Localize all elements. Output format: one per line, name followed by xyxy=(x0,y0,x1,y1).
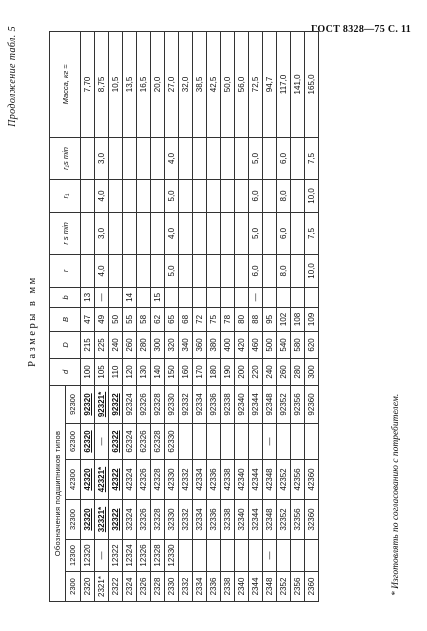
cell-r xyxy=(81,254,95,287)
col-header-42300: 42300 xyxy=(65,460,81,500)
cell-r1s: 5,0 xyxy=(249,137,263,179)
cell-c4: — xyxy=(95,424,109,460)
cell-rs xyxy=(193,212,207,254)
cell-r1s xyxy=(221,137,235,179)
cell-c0: 2360 xyxy=(305,572,319,602)
cell-r1 xyxy=(137,179,151,212)
cell-d: 130 xyxy=(137,358,151,385)
cell-b: 13 xyxy=(81,287,95,307)
cell-c5: 92344 xyxy=(249,385,263,423)
cell-d: 200 xyxy=(235,358,249,385)
cell-c3: 42332 xyxy=(179,460,193,500)
table-row xyxy=(277,31,291,601)
table-row xyxy=(249,31,263,601)
cell-c1 xyxy=(179,540,193,572)
col-header-rs: r s min xyxy=(50,212,81,254)
cell-r1 xyxy=(179,179,193,212)
cell-B: 95 xyxy=(263,307,277,331)
cell-c0: 2328 xyxy=(151,572,165,602)
cell-c1 xyxy=(277,540,291,572)
section-title: Размеры в мм xyxy=(27,275,38,367)
cell-c2: 32348 xyxy=(263,500,277,540)
cell-r1s: 6,0 xyxy=(277,137,291,179)
cell-d: 105 xyxy=(95,358,109,385)
cell-b xyxy=(277,287,291,307)
table-row xyxy=(81,31,95,601)
cell-b xyxy=(291,287,305,307)
cell-c1: 12322 xyxy=(109,540,123,572)
cell-c3: 42344 xyxy=(249,460,263,500)
cell-r xyxy=(221,254,235,287)
table-row xyxy=(193,31,207,601)
cell-b: 14 xyxy=(123,287,137,307)
cell-c3: 42360 xyxy=(305,460,319,500)
col-header-r1: r₁ xyxy=(50,179,81,212)
cell-c5: 92320 xyxy=(81,385,95,423)
cell-c5: 92326 xyxy=(137,385,151,423)
cell-c0: 2334 xyxy=(193,572,207,602)
cell-r1 xyxy=(221,179,235,212)
cell-c4: 62324 xyxy=(123,424,137,460)
cell-c2: 32356 xyxy=(291,500,305,540)
cell-c1: 12320 xyxy=(81,540,95,572)
cell-rs xyxy=(151,212,165,254)
cell-mass: 32,0 xyxy=(179,31,193,137)
cell-B: 50 xyxy=(109,307,123,331)
cell-r1 xyxy=(81,179,95,212)
cell-b xyxy=(235,287,249,307)
cell-D: 460 xyxy=(249,331,263,358)
cell-r1s: 7,5 xyxy=(305,137,319,179)
col-header-B: B xyxy=(50,307,81,331)
cell-D: 260 xyxy=(123,331,137,358)
cell-b: 15 xyxy=(151,287,165,307)
cell-r1s xyxy=(235,137,249,179)
cell-c2: 32322 xyxy=(109,500,123,540)
group-header: Обозначения подшипников типов xyxy=(50,385,66,601)
cell-r xyxy=(263,254,277,287)
cell-c3: 42328 xyxy=(151,460,165,500)
cell-c5: 92332 xyxy=(179,385,193,423)
cell-r: 10,0 xyxy=(305,254,319,287)
cell-B: 68 xyxy=(179,307,193,331)
cell-rs xyxy=(291,212,305,254)
cell-c1 xyxy=(305,540,319,572)
cell-r1: 4,0 xyxy=(95,179,109,212)
cell-c2: 32338 xyxy=(221,500,235,540)
cell-c5: 92360 xyxy=(305,385,319,423)
cell-b xyxy=(207,287,221,307)
cell-rs: 5,0 xyxy=(249,212,263,254)
cell-r1s xyxy=(151,137,165,179)
cell-c0: 2336 xyxy=(207,572,221,602)
cell-r1: 8,0 xyxy=(277,179,291,212)
cell-c2: 32324 xyxy=(123,500,137,540)
cell-c2: 32330 xyxy=(165,500,179,540)
cell-c0: 2338 xyxy=(221,572,235,602)
cell-c4 xyxy=(193,424,207,460)
cell-rs xyxy=(179,212,193,254)
cell-mass: 10,5 xyxy=(109,31,123,137)
col-header-62300: 62300 xyxy=(65,424,81,460)
cell-c2: 32332 xyxy=(179,500,193,540)
header-row-group xyxy=(50,31,66,601)
cell-c1 xyxy=(221,540,235,572)
cell-mass: 165,0 xyxy=(305,31,319,137)
cell-c1: — xyxy=(263,540,277,572)
cell-b: — xyxy=(95,287,109,307)
cell-r1 xyxy=(235,179,249,212)
cell-c0: 2344 xyxy=(249,572,263,602)
cell-mass: 20,0 xyxy=(151,31,165,137)
cell-r1 xyxy=(193,179,207,212)
cell-r xyxy=(291,254,305,287)
cell-c1: 12324 xyxy=(123,540,137,572)
cell-b xyxy=(305,287,319,307)
cell-d: 120 xyxy=(123,358,137,385)
cell-r1s xyxy=(207,137,221,179)
table-row xyxy=(137,31,151,601)
cell-c5: 92352 xyxy=(277,385,291,423)
cell-r1 xyxy=(123,179,137,212)
cell-c4: 62328 xyxy=(151,424,165,460)
cell-c4: 62322 xyxy=(109,424,123,460)
cell-c2: 32326 xyxy=(137,500,151,540)
footnote: * Изготовлять по согласованию с потребителем. xyxy=(391,393,401,596)
cell-d: 300 xyxy=(305,358,319,385)
cell-r xyxy=(109,254,123,287)
cell-d: 110 xyxy=(109,358,123,385)
cell-mass: 7,70 xyxy=(81,31,95,137)
cell-B: 80 xyxy=(235,307,249,331)
cell-r: 8,0 xyxy=(277,254,291,287)
cell-c4 xyxy=(305,424,319,460)
cell-B: 78 xyxy=(221,307,235,331)
cell-rs: 7,5 xyxy=(305,212,319,254)
cell-c5: 92336 xyxy=(207,385,221,423)
cell-c3: 42321* xyxy=(95,460,109,500)
table-body xyxy=(81,31,319,601)
cell-mass: 72,5 xyxy=(249,31,263,137)
cell-c1: 12330 xyxy=(165,540,179,572)
cell-c1: — xyxy=(95,540,109,572)
cell-D: 420 xyxy=(235,331,249,358)
cell-c1 xyxy=(249,540,263,572)
cell-c4 xyxy=(249,424,263,460)
table-row xyxy=(263,31,277,601)
cell-B: 62 xyxy=(151,307,165,331)
cell-c1: 12328 xyxy=(151,540,165,572)
cell-rs: 6,0 xyxy=(277,212,291,254)
cell-b: — xyxy=(249,287,263,307)
cell-c5: 92321* xyxy=(95,385,109,423)
cell-c1 xyxy=(291,540,305,572)
cell-D: 580 xyxy=(291,331,305,358)
cell-c5: 92324 xyxy=(123,385,137,423)
cell-D: 300 xyxy=(151,331,165,358)
cell-b xyxy=(193,287,207,307)
cell-d: 280 xyxy=(291,358,305,385)
cell-r: 5,0 xyxy=(165,254,179,287)
cell-c0: 2340 xyxy=(235,572,249,602)
cell-rs xyxy=(109,212,123,254)
cell-c4 xyxy=(179,424,193,460)
cell-r xyxy=(151,254,165,287)
cell-c5: 92322 xyxy=(109,385,123,423)
cell-D: 340 xyxy=(179,331,193,358)
cell-c4 xyxy=(277,424,291,460)
cell-r1 xyxy=(151,179,165,212)
col-header-r: r xyxy=(50,254,81,287)
table-caption: Продолжение табл. 5 xyxy=(7,26,18,127)
cell-mass: 141,0 xyxy=(291,31,305,137)
cell-D: 400 xyxy=(221,331,235,358)
cell-d: 240 xyxy=(263,358,277,385)
col-header-mass: Масса, кг ≈ xyxy=(50,31,81,137)
cell-mass: 42,5 xyxy=(207,31,221,137)
table-row xyxy=(207,31,221,601)
cell-r xyxy=(179,254,193,287)
cell-d: 170 xyxy=(193,358,207,385)
cell-c5: 92338 xyxy=(221,385,235,423)
cell-mass: 94,7 xyxy=(263,31,277,137)
cell-r1 xyxy=(263,179,277,212)
cell-c1 xyxy=(193,540,207,572)
cell-c2: 32360 xyxy=(305,500,319,540)
cell-c4: 62320 xyxy=(81,424,95,460)
table-row xyxy=(291,31,305,601)
cell-r1s xyxy=(81,137,95,179)
cell-d: 160 xyxy=(179,358,193,385)
cell-mass: 56,0 xyxy=(235,31,249,137)
cell-c4: — xyxy=(263,424,277,460)
cell-r1 xyxy=(109,179,123,212)
cell-c0: 2330 xyxy=(165,572,179,602)
cell-r1 xyxy=(291,179,305,212)
cell-rs xyxy=(263,212,277,254)
cell-r: 6,0 xyxy=(249,254,263,287)
cell-c4 xyxy=(291,424,305,460)
cell-b xyxy=(263,287,277,307)
col-header-12300: 12300 xyxy=(65,540,81,572)
cell-c2: 32340 xyxy=(235,500,249,540)
cell-D: 380 xyxy=(207,331,221,358)
cell-c1 xyxy=(235,540,249,572)
cell-D: 215 xyxy=(81,331,95,358)
cell-r1: 10,0 xyxy=(305,179,319,212)
cell-D: 320 xyxy=(165,331,179,358)
bearing-table xyxy=(49,31,319,602)
cell-rs: 3,0 xyxy=(95,212,109,254)
cell-c3: 42336 xyxy=(207,460,221,500)
cell-c3: 42348 xyxy=(263,460,277,500)
cell-c0: 2352 xyxy=(277,572,291,602)
cell-c0: 2326 xyxy=(137,572,151,602)
cell-c4 xyxy=(207,424,221,460)
cell-c3: 42340 xyxy=(235,460,249,500)
cell-mass: 27,0 xyxy=(165,31,179,137)
table-row xyxy=(179,31,193,601)
cell-rs xyxy=(221,212,235,254)
table-row xyxy=(235,31,249,601)
cell-c3: 42330 xyxy=(165,460,179,500)
cell-D: 225 xyxy=(95,331,109,358)
cell-D: 360 xyxy=(193,331,207,358)
table-row xyxy=(109,31,123,601)
cell-B: 65 xyxy=(165,307,179,331)
cell-c3: 42356 xyxy=(291,460,305,500)
cell-B: 49 xyxy=(95,307,109,331)
cell-r: 4,0 xyxy=(95,254,109,287)
cell-B: 102 xyxy=(277,307,291,331)
cell-mass: 8,75 xyxy=(95,31,109,137)
cell-c3: 42326 xyxy=(137,460,151,500)
cell-r1s xyxy=(263,137,277,179)
col-header-92300: 92300 xyxy=(65,385,81,423)
table-row xyxy=(305,31,319,601)
cell-r1s xyxy=(137,137,151,179)
cell-mass: 13,5 xyxy=(123,31,137,137)
cell-r1: 6,0 xyxy=(249,179,263,212)
cell-d: 150 xyxy=(165,358,179,385)
cell-r1s: 3,0 xyxy=(95,137,109,179)
cell-rs xyxy=(207,212,221,254)
cell-c5: 92340 xyxy=(235,385,249,423)
cell-c1 xyxy=(207,540,221,572)
cell-c5: 92330 xyxy=(165,385,179,423)
cell-c5: 92348 xyxy=(263,385,277,423)
cell-D: 540 xyxy=(277,331,291,358)
cell-rs xyxy=(235,212,249,254)
cell-b xyxy=(137,287,151,307)
cell-c0: 2324 xyxy=(123,572,137,602)
cell-d: 180 xyxy=(207,358,221,385)
cell-r1s xyxy=(109,137,123,179)
cell-rs: 4,0 xyxy=(165,212,179,254)
cell-d: 260 xyxy=(277,358,291,385)
table-row xyxy=(221,31,235,601)
cell-b xyxy=(179,287,193,307)
cell-r1s xyxy=(123,137,137,179)
cell-c3: 42322 xyxy=(109,460,123,500)
cell-B: 47 xyxy=(81,307,95,331)
cell-B: 58 xyxy=(137,307,151,331)
cell-c5: 92356 xyxy=(291,385,305,423)
cell-r xyxy=(207,254,221,287)
cell-b xyxy=(165,287,179,307)
cell-r1: 5,0 xyxy=(165,179,179,212)
cell-c1: 12326 xyxy=(137,540,151,572)
cell-D: 240 xyxy=(109,331,123,358)
cell-B: 72 xyxy=(193,307,207,331)
cell-B: 88 xyxy=(249,307,263,331)
cell-r1 xyxy=(207,179,221,212)
cell-c2: 32334 xyxy=(193,500,207,540)
cell-c3: 42334 xyxy=(193,460,207,500)
col-header-32300: 32300 xyxy=(65,500,81,540)
cell-c2: 32320 xyxy=(81,500,95,540)
cell-b xyxy=(221,287,235,307)
col-header-r1s: r₁s min xyxy=(50,137,81,179)
cell-r xyxy=(123,254,137,287)
cell-c2: 32344 xyxy=(249,500,263,540)
col-header-D: D xyxy=(50,331,81,358)
cell-c2: 32321* xyxy=(95,500,109,540)
cell-c4 xyxy=(235,424,249,460)
cell-c3: 42320 xyxy=(81,460,95,500)
cell-rs xyxy=(123,212,137,254)
cell-r1s xyxy=(193,137,207,179)
cell-r xyxy=(235,254,249,287)
col-header-2300: 2300 xyxy=(65,572,81,602)
cell-c0: 2348 xyxy=(263,572,277,602)
table-row xyxy=(165,31,179,601)
cell-c4: 62326 xyxy=(137,424,151,460)
rotated-sheet xyxy=(7,26,415,616)
cell-c2: 32336 xyxy=(207,500,221,540)
cell-D: 280 xyxy=(137,331,151,358)
cell-r xyxy=(137,254,151,287)
cell-c0: 2356 xyxy=(291,572,305,602)
cell-c0: 2322 xyxy=(109,572,123,602)
cell-mass: 16,5 xyxy=(137,31,151,137)
cell-B: 108 xyxy=(291,307,305,331)
cell-mass: 38,5 xyxy=(193,31,207,137)
cell-c4: 62330 xyxy=(165,424,179,460)
cell-r1s: 4,0 xyxy=(165,137,179,179)
col-header-b: b xyxy=(50,287,81,307)
cell-c0: 2320 xyxy=(81,572,95,602)
cell-mass: 117,0 xyxy=(277,31,291,137)
cell-c4 xyxy=(221,424,235,460)
cell-r1s xyxy=(291,137,305,179)
cell-c0: 2332 xyxy=(179,572,193,602)
cell-B: 55 xyxy=(123,307,137,331)
cell-c3: 42338 xyxy=(221,460,235,500)
cell-r1s xyxy=(179,137,193,179)
table-row xyxy=(151,31,165,601)
cell-b xyxy=(109,287,123,307)
cell-B: 75 xyxy=(207,307,221,331)
table-row xyxy=(95,31,109,601)
cell-d: 190 xyxy=(221,358,235,385)
cell-D: 500 xyxy=(263,331,277,358)
table-row xyxy=(123,31,137,601)
cell-c3: 42352 xyxy=(277,460,291,500)
cell-r xyxy=(193,254,207,287)
cell-B: 109 xyxy=(305,307,319,331)
cell-c5: 92334 xyxy=(193,385,207,423)
cell-mass: 50,0 xyxy=(221,31,235,137)
cell-c2: 32352 xyxy=(277,500,291,540)
page-header: ГОСТ 8328—75 С. 11 xyxy=(311,24,411,35)
cell-c0: 2321* xyxy=(95,572,109,602)
cell-d: 100 xyxy=(81,358,95,385)
cell-c3: 42324 xyxy=(123,460,137,500)
cell-c5: 92328 xyxy=(151,385,165,423)
cell-rs xyxy=(137,212,151,254)
cell-d: 220 xyxy=(249,358,263,385)
col-header-d: d xyxy=(50,358,81,385)
cell-D: 620 xyxy=(305,331,319,358)
cell-d: 140 xyxy=(151,358,165,385)
cell-rs xyxy=(81,212,95,254)
cell-c2: 32328 xyxy=(151,500,165,540)
